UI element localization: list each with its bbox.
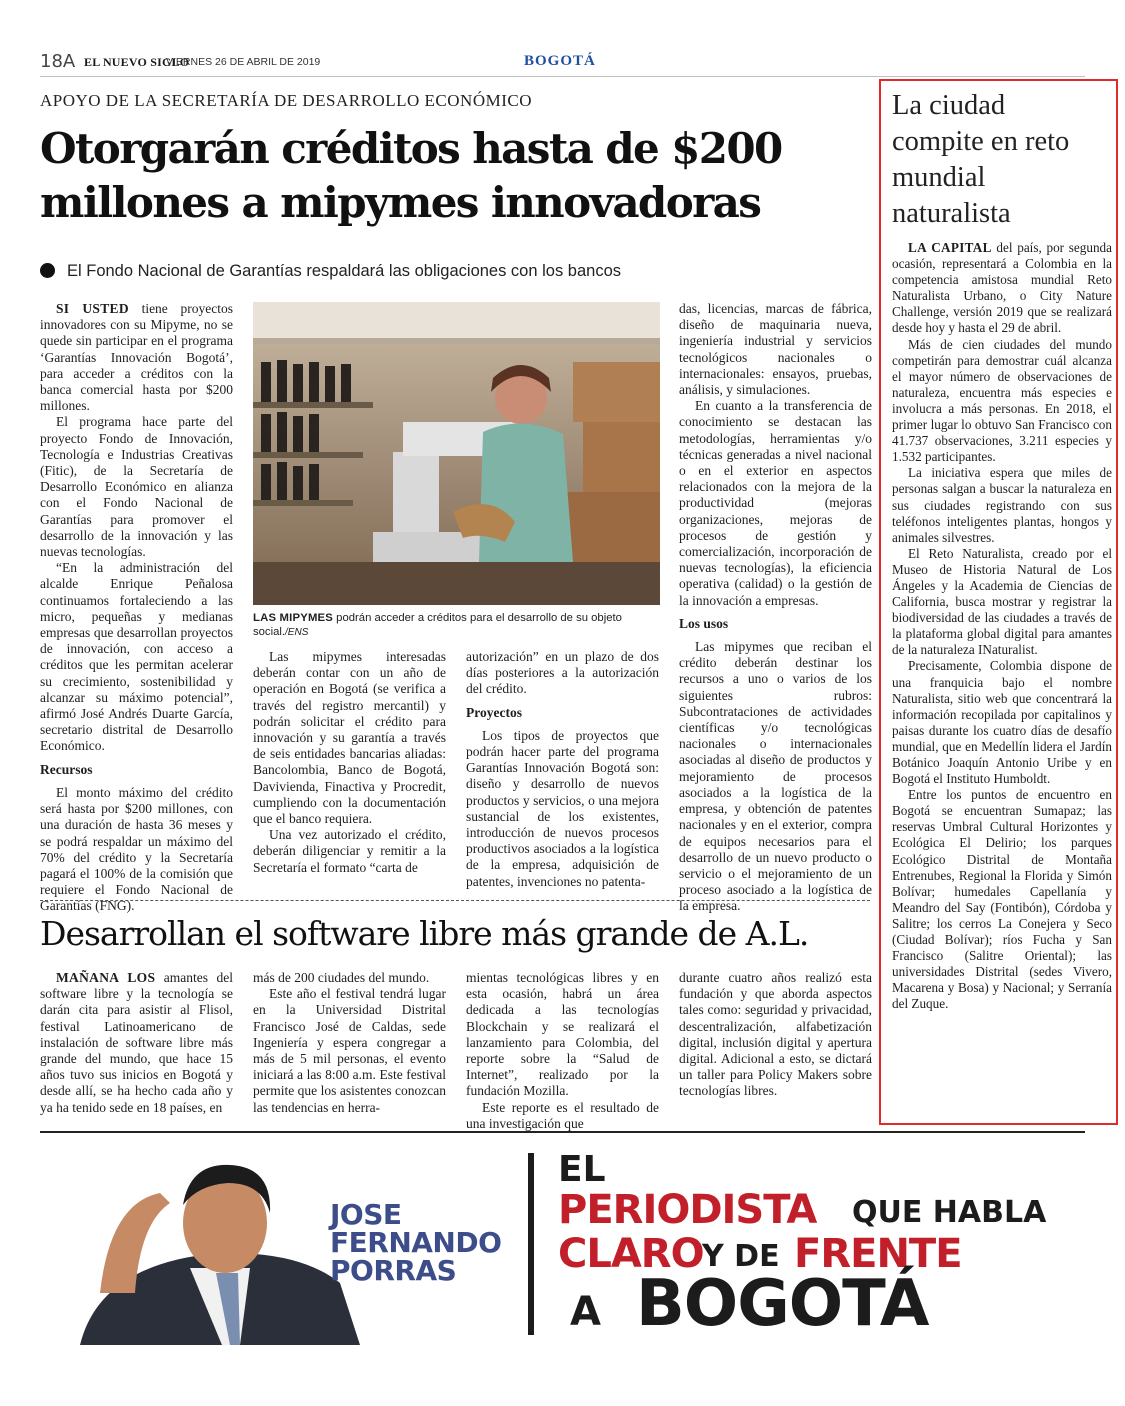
sidebar-paragraph: Más de cien ciudades del mundo competirán para demostrar cuál alcanza el mayor número de observaciones de naturaleza, encuentra más especies e involucra a más personas. En 2018, el primer lugar lo obtuvo San Francisco con 41.737 observaciones, 3.211 especies y 1.532 participantes. <box>892 336 1112 465</box>
candidate-name <box>330 1198 502 1287</box>
subhead-recursos: Recursos <box>40 761 93 777</box>
sidebar-headline: La ciudad compite en reto mundial naturalista <box>892 90 1070 229</box>
candidate-middle-name: FERNANDO <box>330 1226 502 1259</box>
slogan-que-habla: QUE HABLA <box>852 1195 1047 1230</box>
story1-lead-in: SI USTED <box>56 301 129 316</box>
story2-paragraph: durante cuatro años realizó esta fundación y que aborda aspectos tales como: seguridad y privacidad, descentralización, alfabetización digital, inclusión digital y apertura digital. Adicional a esto, se dictará un taller para Policy Makers sobre tecnologías libres. <box>679 970 872 1099</box>
story2-paragraph: más de 200 ciudades del mundo. <box>253 970 430 985</box>
candidate-first-name: JOSE <box>330 1198 402 1231</box>
story1-column-1 <box>40 301 233 915</box>
slogan-periodista: PERIODISTA <box>558 1187 817 1233</box>
story2-headline: Desarrollan el software libre más grande de A.L. <box>40 914 809 953</box>
sidebar-lead-in: LA CAPITAL <box>908 240 992 255</box>
story1-paragraph: Una vez autorizado el crédito, deberán diligenciar y remitir a la Secretaría el formato “carta de <box>253 827 446 875</box>
story2-paragraph: mientas tecnológicas libres y en esta ocasión, habrá un área dedicada a las tecnologías Blockchain y se realizará el lanzamiento para Colombia, del reporte sobre la “Salud de Internet”, realizado por la fundación Mozilla. <box>466 970 659 1099</box>
story1-column-4 <box>679 301 872 915</box>
story1-paragraph: Las mipymes que reciban el crédito deberán destinar los recursos a uno o varios de los siguientes rubros: Subcontrataciones de actividades científicas y/o tecnológicas nacionales o internacionales asociadas al diseño de productos y mejoramiento de procesos asociados a la logística de la empresa, y obtención de patentes nacionales y en el exterior, compra de equipos necesarios para el desarrollo de un nuevo producto o servicio o el mejoramiento de un proceso asociado a la logística de la empresa. <box>679 639 872 914</box>
story1-paragraph: autorización” en un plazo de dos días posteriores a la autorización del crédito. <box>466 649 659 697</box>
candidate-last-name: PORRAS <box>330 1254 457 1287</box>
page-folio <box>40 50 1085 77</box>
story2-column-3 <box>466 970 659 1132</box>
story1-deck-text: El Fondo Nacional de Garantías respaldará las obligaciones con los bancos <box>67 262 621 280</box>
story1-kicker: APOYO DE LA SECRETARÍA DE DESARROLLO ECONÓMICO <box>40 91 532 110</box>
photo-caption <box>253 611 660 640</box>
story2-paragraph: amantes del software libre y la tecnología se darán cita para asistir al Flisol, festival Latinoamericano de instalación de software libre más grande del mundo, que hace 15 años tuvo sus inicios en Bogotá y desde allí, se ha hecho cada año y ya ha tenido sede en 18 países, en <box>40 970 233 1115</box>
story2-column-1 <box>40 970 233 1116</box>
story1-paragraph: El programa hace parte del proyecto Fondo de Innovación, Tecnología e Industrias Creativas (Fitic), de la Secretaría de Desarrollo Económico en alianza con el Fondo Nacional de Garantías para promover el desarrollo de la innovación y las nuevas tecnologías. <box>40 414 233 560</box>
story1-paragraph: tiene proyectos innovadores con su Mipyme, no se quede sin participar en el programa ‘Garantías Innovación Bogotá’, para acceder a créditos con la banca comercial hasta por $200 millones. <box>40 301 233 414</box>
slogan-y-de: Y DE <box>702 1239 780 1274</box>
story1-column-2 <box>253 649 446 876</box>
story1-paragraph: En cuanto a la transferencia de conocimiento se destacan las metodologías, herramientas y/o técnicas generadas a nivel nacional o en el exterior en aspectos relacionados con la mejora de la productividad (mejoras organizaciones, mejoras de procesos de gestión y comercialización, incorporación de nuevas tecnologías), la eficiencia operativa (calidad) o la gestión de la innovación a empresas. <box>679 398 872 608</box>
subhead-proyectos: Proyectos <box>466 704 522 720</box>
story1-paragraph: Los tipos de proyectos que podrán hacer parte del programa Garantías Innovación Bogotá son: diseño y desarrollo de nuevos productos y servicios, o una mejora sustancial de los existentes, introducción de nuevos procesos productivos asociados a la logística de la empresa, adquisición de patentes, invenciones no patenta- <box>466 727 659 889</box>
sidebar-paragraph: El Reto Naturalista, creado por el Museo de Historia Natural de Los Ángeles y la Academia de Ciencias de California, busca mostrar y registrar la biodiversidad de las ciudades a través de la plataforma global digital para amantes de la naturaleza INaturalist. <box>892 545 1112 658</box>
story1-paragraph: Las mipymes interesadas deberán contar con un año de operación en Bogotá (se verifica a través del registro mercantil) y podrán solicitar el crédito para innovación y su garantía a través de seis entidades bancarias aliadas: Bancolombia, Banco de Bogotá, Davivienda, Finactiva y Procredit, cumpliendo con la documentación que el banco requiera. <box>253 649 446 827</box>
sidebar-paragraph: Entre los puntos de encuentro en Bogotá se encuentran Sumapaz; las reservas Umbral Cultural Horizontes y Ecológica El Delirio; los parques Ecológico Distrital de Montaña Entrenubes, Regional la Florida y Simón Bolívar; humedales Capellanía y Meandro del Say (Fontibón), Córdoba y Salitre; los cerros La Conejera y Seco (Ciudad Bolívar); ríos Fucha y San Francisco (Salitre Oriental); las universidades Distrital (sedes Vivero, Macarena y Bosa) y Nacional; y Serranía del Zuque. <box>892 787 1112 1012</box>
newspaper-name: EL NUEVO SIGLO <box>84 55 190 69</box>
caption-text: podrán acceder a créditos para el desarrollo de su objeto social. <box>253 612 622 638</box>
campaign-advertisement <box>40 1143 1085 1345</box>
slogan-bogota: BOGOTÁ <box>636 1267 929 1341</box>
issue-date: VIERNES 26 DE ABRIL DE 2019 <box>166 56 321 68</box>
story1-paragraph: das, licencias, marcas de fábrica, diseño de maquinaria nueva, ingeniería industrial y servicios tecnológicos nacionales o internacionales: ensayos, pruebas, análisis, y simulaciones. <box>679 301 872 398</box>
slogan-frente: FRENTE <box>794 1231 962 1277</box>
ad-top-rule <box>40 1131 1085 1133</box>
slogan-el: EL <box>558 1149 606 1190</box>
slogan-claro: CLARO <box>558 1231 704 1277</box>
ad-divider <box>528 1153 534 1335</box>
story1-paragraph: El monto máximo del crédito será hasta por $200 millones, con una duración de hasta 36 meses y se podrá respaldar un máximo del 70% del crédito y la Secretaría pagará el 100% de la comisión que requiere el Fondo Nacional de Garantías (FNG). <box>40 784 233 914</box>
sidebar-paragraph: del país, por segunda ocasión, representará a Colombia en la competencia amistosa mundial Reto Naturalista Urbano, o City Nature Challenge, versión 2019 que se realizará desde hoy y hasta el 29 de abril. <box>892 240 1112 336</box>
section-name: BOGOTÁ <box>524 53 596 69</box>
page-number: 18A <box>40 51 76 72</box>
sidebar-paragraph: Precisamente, Colombia dispone de una franquicia bajo el nombre Naturalista, sitio web que concentrará la información recopilada por capitalinos y paisas durante los cuatro días de desafío mundial, que en Medellín lidera el Jardín Botánico Joaquín Antonio Uribe y en Bogotá el Instituto Humboldt. <box>892 658 1112 787</box>
story2-column-4 <box>679 970 872 1100</box>
subhead-los-usos: Los usos <box>679 615 729 631</box>
bullet-icon <box>40 263 55 278</box>
story-divider <box>40 900 870 901</box>
factory-worker-photo <box>253 302 660 605</box>
story1-paragraph: “En la administración del alcalde Enrique Peñalosa continuamos fortaleciendo a las micro, pequeñas y medianas empresas que desarrollan proyectos de innovación, con acceso a créditos que les permitan acelerar su crecimiento, sostenibilidad y alcanzar su máximo potencial”, afirmó José Andrés Duarte García, secretario distrital de Desarrollo Económico. <box>40 560 233 754</box>
sidebar-body <box>892 240 1112 1013</box>
slogan-a: A <box>570 1289 601 1335</box>
caption-lead-in: LAS MIPYMES <box>253 612 334 624</box>
story1-deck <box>40 262 860 281</box>
sidebar-paragraph: La iniciativa espera que miles de personas salgan a buscar la naturaleza en sus ciudades registrando con sus teléfonos inteligentes plantas, hongos y animales silvestres. <box>892 465 1112 545</box>
story1-headline: Otorgarán créditos hasta de $200 millones a mipymes innovadoras <box>40 124 782 227</box>
photo-credit: /ENS <box>285 627 309 638</box>
story1-column-3 <box>466 649 659 890</box>
story2-paragraph: Este año el festival tendrá lugar en la Universidad Distrital Francisco José de Caldas, sede Ingeniería y espera congregar a más de 5 mil personas, el evento iniciará a las 8:00 a.m. Este festival permite que los asistentes conozcan las tendencias en herra- <box>253 986 446 1115</box>
story2-paragraph: Este reporte es el resultado de una investigación que <box>466 1099 659 1131</box>
story2-column-2 <box>253 970 446 1116</box>
story2-lead-in: MAÑANA LOS <box>56 970 156 985</box>
